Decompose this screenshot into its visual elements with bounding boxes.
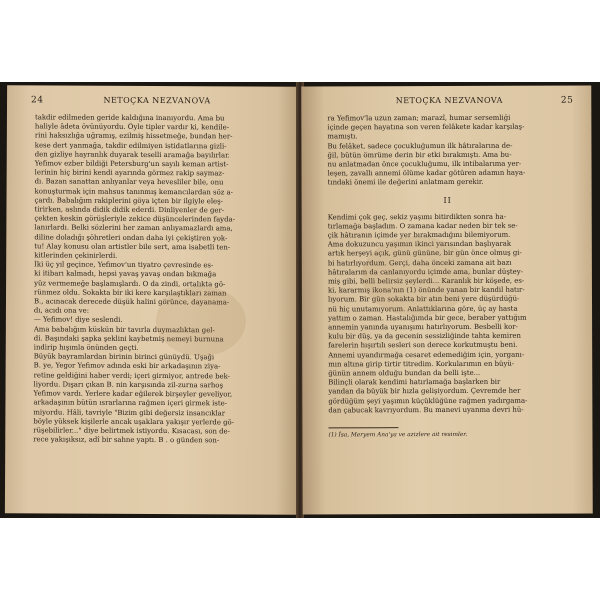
text-line: rini haksızlığa uğramış, ezilmiş hissetmeğe, bundan her-	[34, 131, 233, 141]
text-line: lerinin hiç birini kendi ayarında görmez rakip saymaz-	[34, 168, 225, 178]
text-line: kese dert yanmağa, takdir edilmiyen istidatlarına gizli-	[34, 140, 227, 150]
text-line: farelerin hışırtılı sesleri son derece korkutmuştu beni.	[328, 341, 518, 350]
text-line: Bu felâket, sadece çocukluğumun ilk hâtıralarına de-	[327, 141, 513, 151]
text-line: yattım o zaman. Hastalığımda bir gece, beraber yattığım	[328, 313, 527, 323]
text-line: hâtıralarım da canlanıyordu içimde ama, bunlar düştey-	[327, 267, 523, 277]
footnote: (1) İsa, Meryem Ana'ya ve azizlere ait resimler.	[328, 432, 468, 439]
text-line: konuşturmak için mahsus tanınmış kemancılardan söz a-	[34, 187, 234, 197]
text-line: çardı. Babalığım rakiplerini göya içten bir ilgiyle eleş-	[34, 196, 224, 206]
text-line: nu anlatmadan önce çocukluğumu, ilk intibalarıma yer-	[327, 159, 522, 169]
text-line: gördüğüm şeyi yaşımın küçüklüğüne rağmen yadırgama-	[328, 396, 528, 406]
text-line: böyle yüksek kişilerle ancak uşaklara yakışır yerlerde gö-	[33, 417, 235, 427]
text-line: ki, kararmış ikona'nın (1) önünde yanan bir kandil hatır-	[327, 285, 525, 295]
text-line: ğünün annem olduğu bundan da belli işte...	[328, 368, 481, 378]
text-line: kitlerinden çekinirlerdi.	[34, 251, 118, 260]
text-line: Ama dokuzuncu yaşımın ikinci yarısından başlıyarak	[327, 240, 512, 249]
text-line: miyordu. Hâli, tavriyle "Bizim gibi değersiz insancıklar	[33, 407, 226, 417]
text-line: kulu bir düş, ya da gecenin sessizliğinde tahta kemiren	[328, 332, 521, 341]
paper-stain	[156, 286, 246, 356]
text-line: artık herşeyi açık, günü gününe, bir gün önce olmuş gi-	[327, 249, 522, 258]
text-line: Ama babalığım küskün bir tavırla duymazlıktan gel-	[33, 325, 215, 334]
paper-stain	[362, 236, 472, 316]
text-line: rünmez oldu. Sokakta bir iki kere karşılaştıkları zaman	[34, 288, 227, 298]
text-line: nü hiç unutamıyorum. Anlattıklarına göre, üç ay hasta	[328, 304, 518, 314]
chapter-heading: II	[443, 195, 452, 205]
page-number-left: 24	[31, 95, 44, 106]
text-line: arkadaşının bütün ısrarlarına rağmen içeri girmek iste-	[33, 398, 228, 408]
text-line: yandan da büyük bir hızla gelişiyordum. Çevremde her	[328, 387, 521, 396]
text-line: lıyorum. Bir gün sokakta bir atın beni yere düşürdüğü-	[327, 295, 520, 304]
text-line: takdir edilmeden geride kaldığına inanıyordu. Ama bu	[34, 113, 225, 123]
text-line: çik hâtıranın içimde yer bırakmadığını bilemiyorum.	[327, 230, 511, 240]
right-page	[301, 85, 592, 514]
text-line: tu! Alay konusu olan artistler bile sert, ama isabetli ten-	[34, 242, 231, 252]
text-line: leşen, zavallı annemi ölüme kadar götüren adamın haya-	[327, 168, 526, 178]
text-line: tırlamağa başladım. O zamana kadar neden bir tek se-	[327, 221, 518, 231]
text-line: lanırlardı. Belki sözlerini her zaman anlıyamazlardı ama,	[34, 223, 233, 233]
text-line: bi hatırlıyordum. Gerçi, daha önceki zamana ait bazı	[327, 258, 512, 268]
book-photo	[0, 82, 600, 518]
page-number-right: 25	[560, 95, 574, 106]
text-line: haliyle âdeta övünüyordu. Öyle tipler vardır ki, kendile-	[34, 122, 230, 132]
text-line: di. Başındaki şapka şeklini kaybetmiş nemeyi burnuna	[33, 334, 224, 344]
running-head-left	[31, 95, 279, 106]
text-line: rüşebilirler..." diye belirtmek istiyordu. Kısacası, son de-	[33, 426, 230, 436]
text-line: dı. Bazan sanattan anlıyanlar veya hevesliler bile, onu	[34, 177, 224, 187]
text-line: annemin yanında uyanışımı hatırlıyorum. Besbelli kor-	[328, 322, 518, 332]
text-line: yüz vermemeğe başlamışlardı. O da zindi, ortalıkta gö-	[34, 279, 226, 289]
text-line: ğil, bütün ömrüme derin bir etki bırakmıştı. Ama bu-	[327, 150, 512, 160]
running-head-title-left: NETOÇKA NEZVANOVA	[103, 95, 211, 106]
text-line: B. ye, Yegor Yefimov adında eski bir arkadaşının ziya-	[33, 361, 221, 371]
text-line: tirirken, aslında didik didik ederdi. Dinliyenler de ger-	[34, 205, 225, 215]
text-line: Büyük bayramlardan birinin birinci günüydü. Uşağı	[33, 352, 215, 362]
text-line: İki üç yıl geçince, Yefimov'un tiyatro çevresinde es-	[34, 260, 214, 270]
text-line: mamıştı.	[327, 132, 358, 141]
text-line: Bilinçli olarak kendimi hatırlamağa başlarken bir	[328, 378, 501, 387]
text-line: ra Yefimov'la uzun zaman; marazî, humar sersemliği	[327, 113, 511, 123]
left-page-body	[33, 113, 279, 446]
text-line: — Yefimov! diye seslendi.	[33, 315, 123, 325]
text-line: ki itibarı kalmadı, hepsi yavaş yavaş ondan bıkmağa	[34, 269, 217, 279]
text-line: rece yakışıksız, adî bir sahne yaptı. B . o günden son-	[33, 435, 220, 445]
left-page	[5, 85, 301, 515]
text-line: Yefimov ezber bildiği Petersburg'un sayılı keman artist-	[34, 159, 229, 169]
text-line: liyordu. Dışarı çıkan B. nin karşısında zil-zurna sarhoş	[33, 380, 224, 390]
text-line: Kendimi çok geç, sekiz yaşımı bitirdikten sonra ha-	[327, 212, 507, 222]
text-line: den gizliye hayranlık duyarak teselli aramağa bayılırlar.	[34, 150, 230, 160]
right-page-body-top	[327, 114, 567, 188]
text-line: dan çabucak kavrıyordum. Bu manevi uyanma devri hü-	[328, 405, 524, 415]
text-line: çekten keskin görüşleriyle zekice düşüncelerinden fayda-	[34, 214, 235, 224]
text-line: Annemi uyandırmağa cesaret edemediğim için, yorganı-	[328, 350, 525, 360]
text-line: retine geldiğini haber verdi; içeri girmiyor, antrede bek-	[33, 371, 231, 381]
text-line: dı, acıdı ona ve:	[33, 306, 90, 315]
running-head-title-right: NETOÇKA NEZVANOVA	[395, 95, 503, 106]
footnote-rule	[328, 427, 398, 428]
text-line: içinde geçen hayatına son veren felâkete kadar karşılaş-	[327, 122, 525, 132]
text-line: mın altına girip tirtir titredim. Korkularımın en büyü-	[328, 359, 515, 369]
text-line: tındaki önemi ile değerini anlatmam gerekir.	[327, 178, 484, 187]
text-line: indirip hışımla önünden geçti.	[33, 343, 139, 353]
text-line: diline doladığı şöhretleri ondan daha iyi çekiştiren yok-	[34, 233, 228, 243]
text-line: miş gibi, belli belirsiz şeylerdi... Karanlık bir köşede, es-	[327, 276, 525, 286]
text-line: B., acınacak derecede düşük halini görünce, dayanama-	[33, 297, 230, 307]
running-head-right	[329, 95, 574, 106]
text-line: Yefimov vardı. Yerlere kadar eğilerek birşeyler geveliyor,	[33, 389, 233, 399]
